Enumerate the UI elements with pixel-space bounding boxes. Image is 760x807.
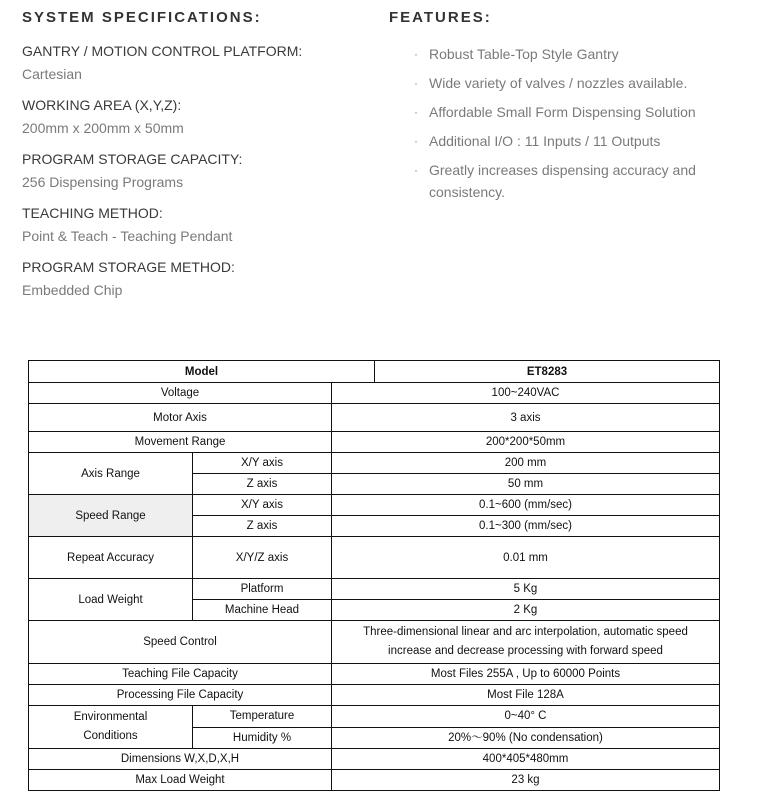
spec-value: 256 Dispensing Programs [22, 174, 184, 190]
table-row [29, 706, 720, 728]
row-sublabel: Z axis [193, 516, 332, 537]
table-row [29, 621, 720, 664]
row-label: Movement Range [29, 432, 332, 453]
row-sublabel: X/Y axis [193, 453, 332, 474]
spec-label: PROGRAM STORAGE METHOD: [22, 259, 235, 275]
row-value: 0.01 mm [332, 537, 720, 579]
row-label: Speed Range [29, 495, 193, 537]
row-value: 23 kg [332, 770, 720, 791]
table-row [29, 404, 720, 432]
table-row [29, 383, 720, 404]
table-row [29, 537, 720, 579]
speed-control-line-2: increase and decrease processing with forward speed [388, 645, 663, 657]
row-value [332, 621, 720, 664]
feature-item [389, 101, 729, 123]
row-value: 20%～90% (No condensation) [332, 727, 720, 749]
row-value: 0.1~600 (mm/sec) [332, 495, 720, 516]
spec-item-gantry [22, 43, 372, 83]
row-sublabel: Platform [193, 579, 332, 600]
bullet-icon: · [414, 105, 418, 119]
bullet-icon: · [414, 163, 418, 177]
row-value: 100~240VAC [332, 383, 720, 404]
row-label: Speed Control [29, 621, 332, 664]
features-list [389, 43, 729, 203]
table-row [29, 432, 720, 453]
row-value: Most File 128A [332, 685, 720, 706]
row-value: 200*200*50mm [332, 432, 720, 453]
row-value: 5 Kg [332, 579, 720, 600]
row-value: 50 mm [332, 474, 720, 495]
row-sublabel: Temperature [193, 706, 332, 728]
bullet-icon: · [414, 134, 418, 148]
table-row [29, 685, 720, 706]
spec-value: Cartesian [22, 66, 82, 82]
row-label: Repeat Accuracy [29, 537, 193, 579]
table-row [29, 770, 720, 791]
spec-label: PROGRAM STORAGE CAPACITY: [22, 151, 243, 167]
speed-control-line-1: Three-dimensional linear and arc interpolation, automatic speed [363, 626, 688, 638]
table-header-row [29, 361, 720, 383]
features-title: FEATURES: [389, 9, 492, 26]
bullet-icon: · [414, 47, 418, 61]
feature-text: Affordable Small Form Dispensing Solution [429, 104, 696, 120]
row-label: Motor Axis [29, 404, 332, 432]
spec-label: WORKING AREA (X,Y,Z): [22, 97, 182, 113]
spec-label: GANTRY / MOTION CONTROL PLATFORM: [22, 43, 303, 59]
row-sublabel: X/Y/Z axis [193, 537, 332, 579]
table-row [29, 664, 720, 685]
row-label [29, 706, 193, 749]
spec-value: 200mm x 200mm x 50mm [22, 120, 184, 136]
row-value: 400*405*480mm [332, 749, 720, 770]
row-value: 0.1~300 (mm/sec) [332, 516, 720, 537]
spec-label: TEACHING METHOD: [22, 205, 163, 221]
header-model-cell: Model [29, 361, 375, 383]
row-value: 200 mm [332, 453, 720, 474]
row-value: 3 axis [332, 404, 720, 432]
feature-text: Additional I/O : 11 Inputs / 11 Outputs [429, 133, 661, 149]
feature-item [389, 130, 729, 152]
feature-text: Robust Table-Top Style Gantry [429, 46, 619, 62]
table-row [29, 749, 720, 770]
spec-item-working-area [22, 97, 372, 137]
row-sublabel: Machine Head [193, 600, 332, 621]
row-label: Load Weight [29, 579, 193, 621]
row-value: Most Files 255A , Up to 60000 Points [332, 664, 720, 685]
feature-item [389, 43, 729, 65]
row-value: 0~40° C [332, 706, 720, 728]
row-label: Teaching File Capacity [29, 664, 332, 685]
table-row [29, 453, 720, 474]
row-label: Dimensions W,X,D,X,H [29, 749, 332, 770]
spec-item-storage-capacity [22, 151, 372, 191]
feature-text: Greatly increases dispensing accuracy and consistency. [429, 162, 696, 200]
row-label: Axis Range [29, 453, 193, 495]
spec-value: Point & Teach - Teaching Pendant [22, 228, 233, 244]
bullet-icon: · [414, 76, 418, 90]
row-value: 2 Kg [332, 600, 720, 621]
row-sublabel: Z axis [193, 474, 332, 495]
feature-item [389, 72, 729, 94]
row-sublabel: Humidity % [193, 727, 332, 749]
spec-table [28, 360, 720, 791]
header-value-cell: ET8283 [375, 361, 720, 383]
system-specifications-section [22, 8, 372, 299]
feature-text: Wide variety of valves / nozzles available. [429, 75, 688, 91]
table-row [29, 495, 720, 516]
row-sublabel: X/Y axis [193, 495, 332, 516]
environmental-line-2: Conditions [83, 730, 138, 742]
row-label: Voltage [29, 383, 332, 404]
environmental-line-1: Environmental [73, 711, 148, 723]
row-label: Processing File Capacity [29, 685, 332, 706]
table-row [29, 579, 720, 600]
row-label: Max Load Weight [29, 770, 332, 791]
feature-item [389, 159, 729, 203]
spec-item-teaching-method [22, 205, 372, 245]
spec-item-storage-method [22, 259, 372, 299]
system-specifications-title: SYSTEM SPECIFICATIONS: [22, 9, 262, 26]
features-section [389, 8, 729, 210]
spec-value: Embedded Chip [22, 282, 123, 298]
